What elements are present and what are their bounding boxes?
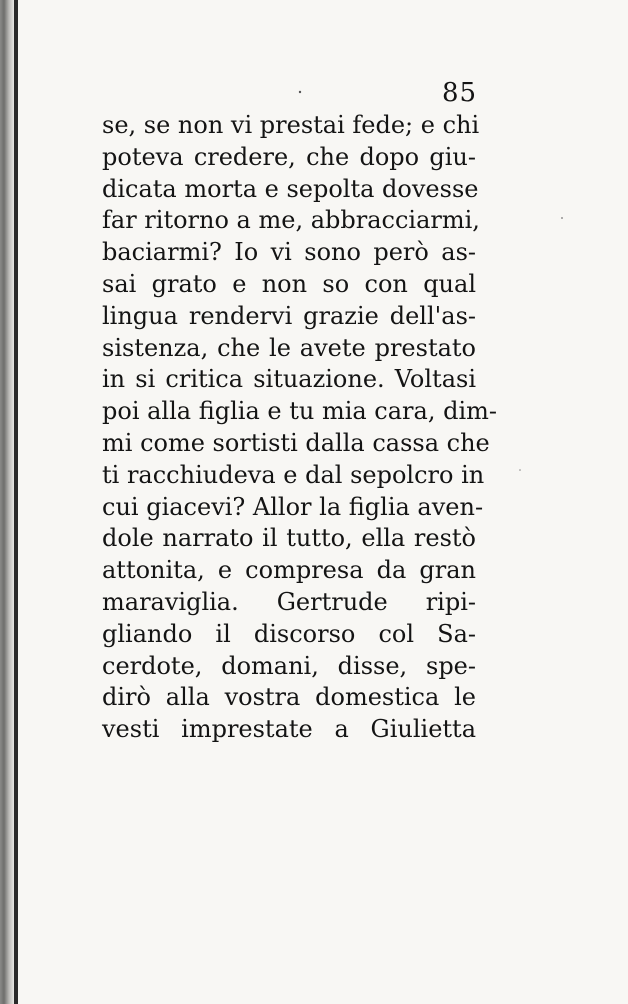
text-line: se, se non vi prestai fede; e chi bbox=[102, 111, 480, 139]
speck bbox=[519, 469, 521, 471]
text-line: sistenza, che le avete prestato bbox=[102, 333, 476, 362]
page-number: 85 bbox=[442, 78, 478, 108]
text-line: cui giacevi? Allor la figlia aven- bbox=[102, 492, 484, 521]
text-line: mi come sortisti dalla cassa che bbox=[102, 428, 490, 457]
text-line: far ritorno a me, abbracciarmi, bbox=[102, 206, 480, 235]
text-line: ti racchiudeva e dal sepolcro in bbox=[102, 460, 485, 489]
text-line: poteva credere, che dopo giu- bbox=[102, 142, 476, 171]
speck bbox=[561, 217, 563, 219]
text-line: gliando il discorso col Sa- bbox=[102, 619, 476, 648]
text-line: baciarmi? Io vi sono però as- bbox=[102, 238, 476, 267]
text-line: maraviglia. Gertrude ripi- bbox=[102, 587, 476, 616]
text-line: attonita, e compresa da gran bbox=[102, 556, 476, 585]
text-line: lingua rendervi grazie dell'as- bbox=[102, 301, 476, 330]
binding-shadow bbox=[14, 0, 18, 1004]
text-line: cerdote, domani, disse, spe- bbox=[102, 651, 476, 680]
text-line: dicata morta e sepolta dovesse bbox=[102, 174, 479, 203]
speck bbox=[299, 91, 301, 93]
body-text bbox=[102, 110, 498, 746]
text-line: in si critica situazione. Voltasi bbox=[102, 365, 476, 394]
text-line: dirò alla vostra domestica le bbox=[102, 683, 476, 712]
text-line: poi alla figlia e tu mia cara, dim- bbox=[102, 397, 498, 426]
text-line: sai grato e non so con qual bbox=[102, 269, 476, 298]
text-line: vesti imprestate a Giulietta bbox=[102, 715, 476, 744]
text-line: dole narrato il tutto, ella restò bbox=[102, 524, 476, 553]
page-binding-edge bbox=[0, 0, 16, 1004]
